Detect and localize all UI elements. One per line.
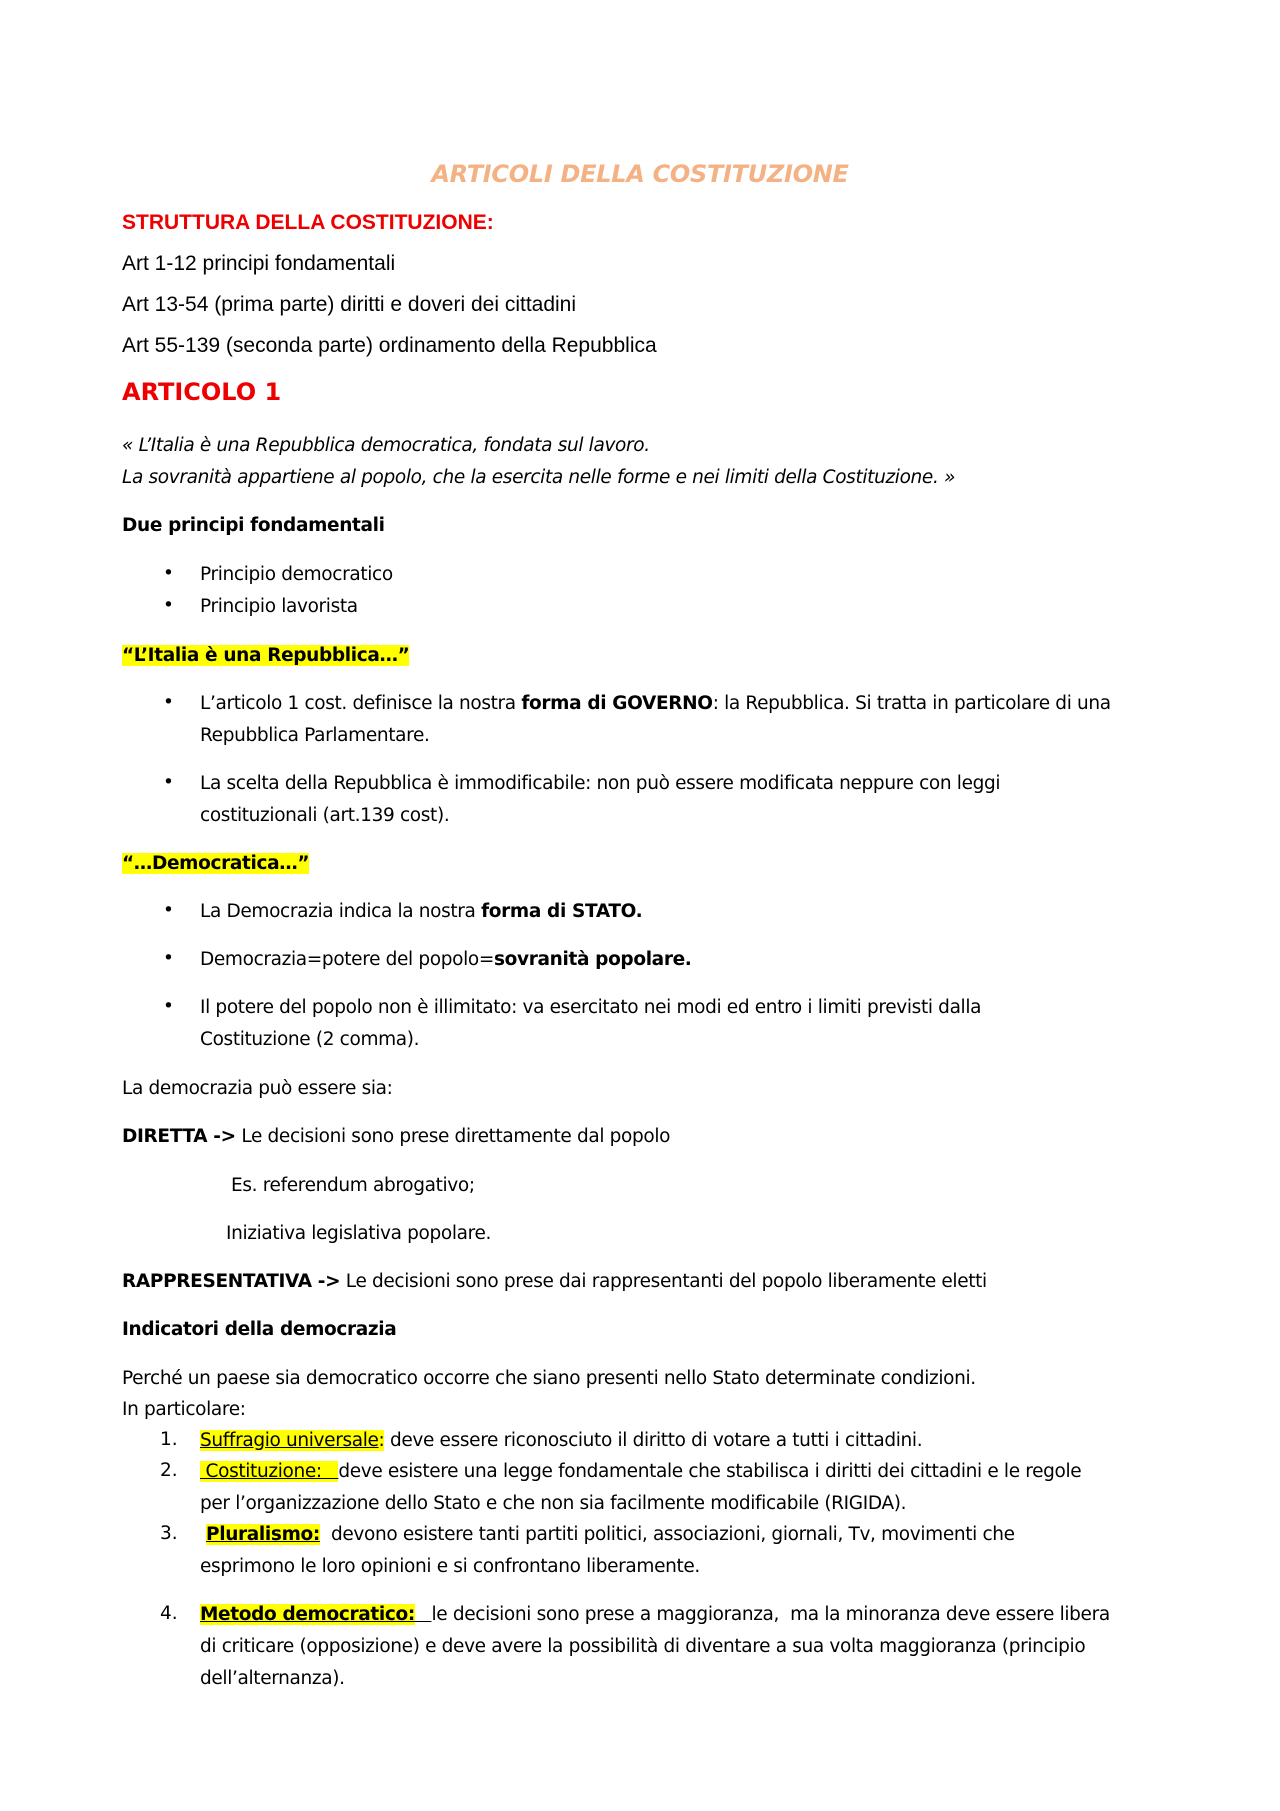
indicator-item-4-cont-2: dell’alternanza). — [200, 1668, 345, 1689]
bullet-marker: • — [163, 692, 174, 713]
bullet-marker: • — [163, 772, 174, 793]
democratica-heading: “…Democratica…” — [122, 853, 310, 874]
quote-line-2: La sovranità appartiene al popolo, che la esercita nelle forme e nei limiti della Costituzione. » — [122, 467, 956, 488]
quote-line-1: « L’Italia è una Repubblica democratica, fondata sul lavoro. — [122, 435, 650, 456]
principle-item-1: Principio democratico — [200, 564, 393, 585]
list-number: 3. — [160, 1523, 178, 1544]
bullet-marker: • — [163, 563, 174, 584]
repubblica-bullet-1: L’articolo 1 cost. definisce la nostra forma di GOVERNO: la Repubblica. Si tratta in particolare di una — [200, 693, 1111, 714]
list-number: 2. — [160, 1460, 178, 1481]
democracy-types-intro: La democrazia può essere sia: — [122, 1078, 393, 1099]
indicators-intro-1: Perché un paese sia democratico occorre che siano presenti nello Stato determinate condizioni. — [122, 1368, 976, 1389]
list-number: 4. — [160, 1603, 178, 1624]
indicator-item-1: Suffragio universale: deve essere riconosciuto il diritto di votare a tutti i cittadini. — [200, 1430, 923, 1451]
diretta-example-1: Es. referendum abrogativo; — [231, 1175, 475, 1196]
structure-heading: STRUTTURA DELLA COSTITUZIONE: — [122, 211, 494, 234]
repubblica-bullet-2: La scelta della Repubblica è immodificabile: non può essere modificata neppure con leggi — [200, 773, 1001, 794]
indicator-item-3-cont: esprimono le loro opinioni e si confrontano liberamente. — [200, 1556, 700, 1577]
indicators-heading: Indicatori della democrazia — [122, 1319, 397, 1340]
democratica-bullet-3: Il potere del popolo non è illimitato: va esercitato nei modi ed entro i limiti previsti dalla — [200, 997, 982, 1018]
indicator-item-4-cont-1: di criticare (opposizione) e deve avere la possibilità di diventare a sua volta maggioranza (principio — [200, 1636, 1086, 1657]
indicator-item-4: Metodo democratico: le decisioni sono prese a maggioranza, ma la minoranza deve essere libera — [200, 1604, 1110, 1625]
document-title: ARTICOLI DELLA COSTITUZIONE — [431, 160, 849, 188]
bullet-marker: • — [163, 996, 174, 1017]
bullet-marker: • — [163, 948, 174, 969]
indicators-intro-2: In particolare: — [122, 1399, 246, 1420]
principles-heading: Due principi fondamentali — [122, 515, 385, 536]
repubblica-heading: “L’Italia è una Repubblica…” — [122, 645, 410, 666]
structure-line-1: Art 1-12 principi fondamentali — [122, 252, 396, 275]
repubblica-bullet-2-cont: costituzionali (art.139 cost). — [200, 805, 450, 826]
democratica-bullet-3-cont: Costituzione (2 comma). — [200, 1029, 420, 1050]
principle-item-2: Principio lavorista — [200, 596, 358, 617]
indicator-item-3: Pluralismo: devono esistere tanti partiti politici, associazioni, giornali, Tv, movimenti che — [206, 1524, 1015, 1545]
list-number: 1. — [160, 1429, 178, 1450]
repubblica-bullet-1-cont: Repubblica Parlamentare. — [200, 725, 430, 746]
democratica-bullet-2: Democrazia=potere del popolo=sovranità popolare. — [200, 949, 692, 970]
rappresentativa-line: RAPPRESENTATIVA -> Le decisioni sono prese dai rappresentanti del popolo liberamente eletti — [122, 1271, 987, 1292]
indicator-item-2: Costituzione: deve esistere una legge fondamentale che stabilisca i diritti dei cittadini e le regole — [200, 1461, 1082, 1482]
article-heading: ARTICOLO 1 — [122, 378, 282, 406]
structure-line-3: Art 55-139 (seconda parte) ordinamento della Repubblica — [122, 334, 657, 357]
diretta-example-2: Iniziativa legislativa popolare. — [226, 1223, 492, 1244]
structure-line-2: Art 13-54 (prima parte) diritti e doveri dei cittadini — [122, 293, 577, 316]
diretta-line: DIRETTA -> Le decisioni sono prese direttamente dal popolo — [122, 1126, 671, 1147]
democratica-bullet-1: La Democrazia indica la nostra forma di STATO. — [200, 901, 643, 922]
bullet-marker: • — [163, 595, 174, 616]
indicator-item-2-cont: per l’organizzazione dello Stato e che non sia facilmente modificabile (RIGIDA). — [200, 1493, 907, 1514]
bullet-marker: • — [163, 900, 174, 921]
